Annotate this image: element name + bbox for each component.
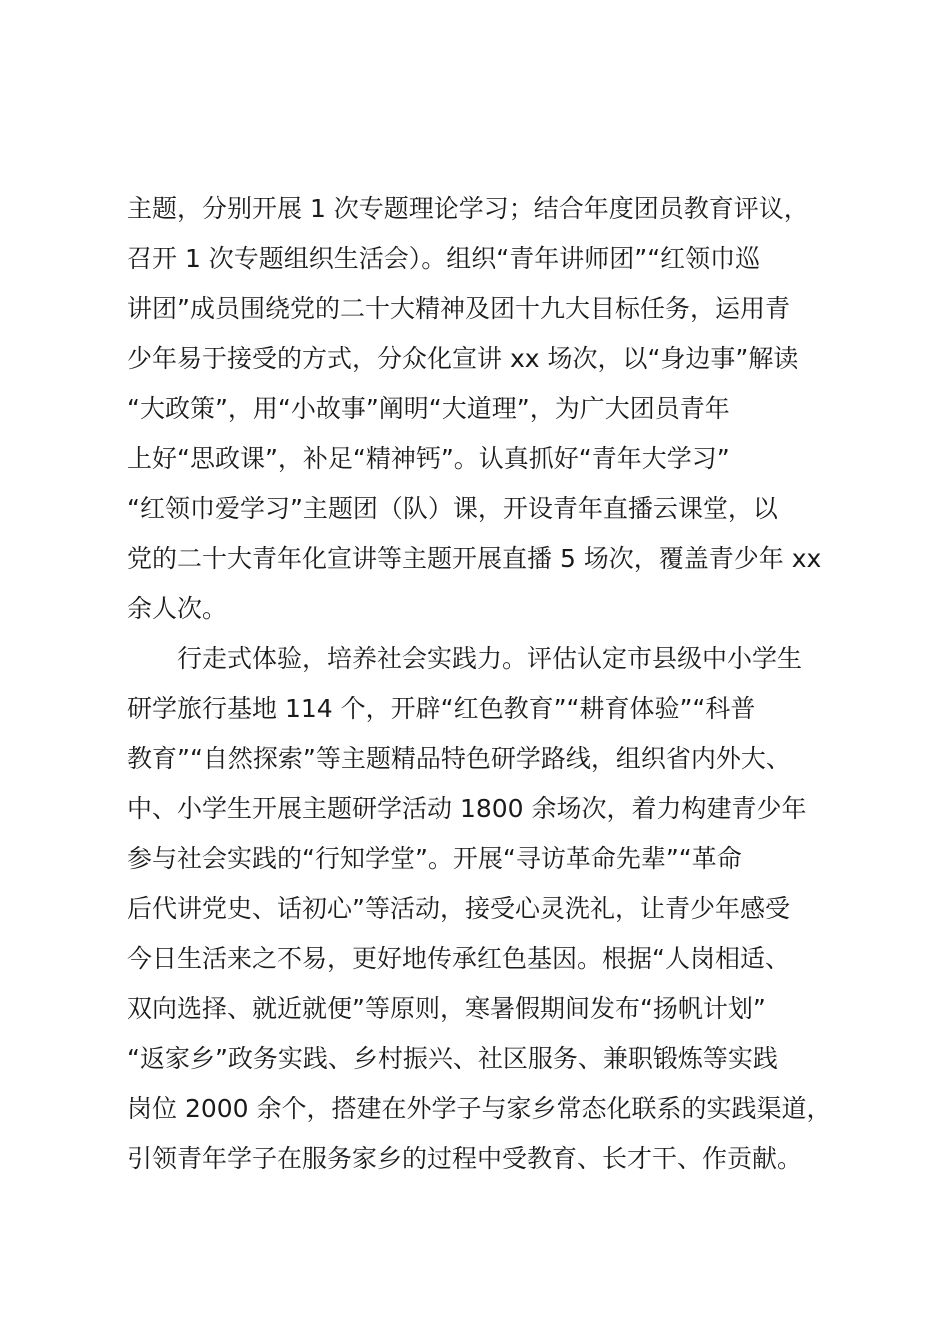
text-line: 召开 1 次专题组织生活会）。组织“青年讲师团”“红领巾巡 — [127, 244, 761, 273]
text-line: 党的二十大青年化宣讲等主题开展直播 5 场次，覆盖青少年 xx — [127, 544, 822, 573]
text-line: 研学旅行基地 114 个，开辟“红色教育”“耕育体验”“科普 — [127, 694, 756, 723]
text-line: 余人次。 — [127, 594, 228, 623]
text-line: 参与社会实践的“行知学堂”。开展“寻访革命先辈”“革命 — [127, 844, 742, 873]
text-line: 教育”“自然探索”等主题精品特色研学路线，组织省内外大、 — [127, 744, 791, 773]
text-line: 引领青年学子在服务家乡的过程中受教育、长才干、作贡献。 — [127, 1144, 803, 1173]
text-line: 少年易于接受的方式，分众化宣讲 xx 场次，以“身边事”解读 — [127, 344, 799, 373]
paragraph-first-line: 行走式体验，培养社会实践力。评估认定市县级中小学生 — [177, 644, 803, 673]
text-line: 今日生活来之不易，更好地传承红色基因。根据“人岗相适、 — [127, 944, 790, 973]
text-line: 后代讲党史、话初心”等活动，接受心灵洗礼，让青少年感受 — [127, 894, 790, 923]
text-line: 岗位 2000 余个，搭建在外学子与家乡常态化联系的实践渠道， — [127, 1094, 832, 1123]
text-line: “大政策”，用“小故事”阐明“大道理”，为广大团员青年 — [127, 394, 730, 423]
text-line: “返家乡”政务实践、乡村振兴、社区服务、兼职锻炼等实践 — [127, 1044, 778, 1073]
text-line: “红领巾爱学习”主题团（队）课，开设青年直播云课堂，以 — [127, 494, 778, 523]
text-line: 双向选择、就近就便”等原则，寒暑假期间发布“扬帆计划” — [127, 994, 766, 1023]
text-line: 上好“思政课”，补足“精神钙”。认真抓好“青年大学习” — [127, 444, 730, 473]
body-text — [127, 184, 867, 1184]
text-line: 中、小学生开展主题研学活动 1800 余场次，着力构建青少年 — [127, 794, 807, 823]
text-line: 主题，分别开展 1 次专题理论学习；结合年度团员教育评议， — [127, 194, 809, 223]
text-line: 讲团”成员围绕党的二十大精神及团十九大目标任务，运用青 — [127, 294, 790, 323]
